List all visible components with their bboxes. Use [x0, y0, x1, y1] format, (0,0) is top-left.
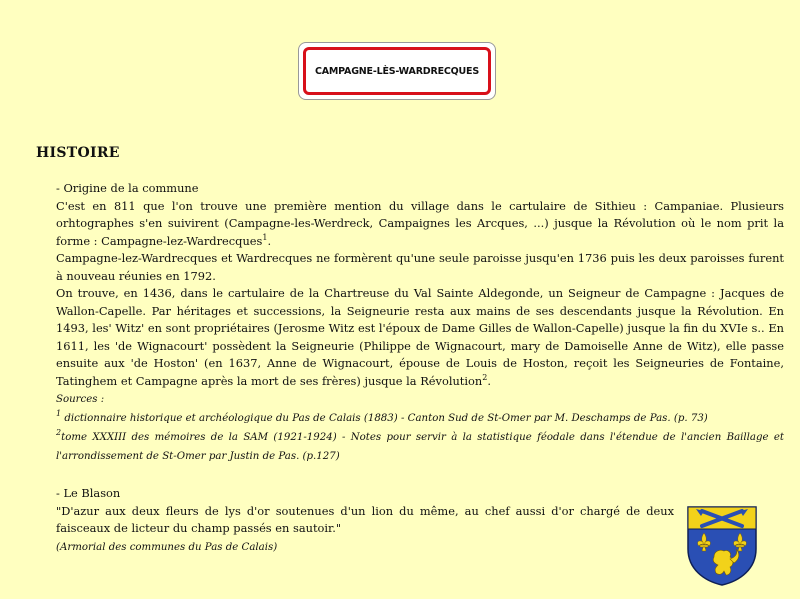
origine-paragraph-2: Campagne-lez-Wardrecques et Wardrecques ne formèrent qu'une seule paroisse jusqu'en 1736 puis les deux paroisses furent à nouveau réunies en 1792. [56, 251, 784, 283]
source-1-text: dictionnaire historique et archéologique du Pas de Calais (1883) - Canton Sud de St-Omer par M. Deschamps de Pas. (p. 73) [61, 413, 708, 424]
origine-paragraph-1-end: . [267, 233, 272, 248]
footnote-ref-1: 1 [262, 232, 268, 242]
town-sign [298, 42, 496, 100]
source-1-number: 1 [56, 409, 62, 418]
source-2-text: tome XXXIII des mémoires de la SAM (1921-1924) - Notes pour servir à la statistique féodale dans l'étendue de l'ancien Baillage et l'arrondissement de St-Omer par Justin de Pas. (p.127) [56, 432, 784, 462]
town-sign-text: CAMPAGNE-LÈS-WARDRECQUES [314, 65, 479, 77]
origine-paragraph-3-end: . [487, 373, 491, 388]
origine-paragraph-1 [56, 198, 784, 251]
origine-title: - Origine de la commune [56, 181, 199, 195]
history-content [56, 180, 784, 557]
sources-label: Sources : [56, 394, 105, 405]
origine-paragraph-1-text: C'est en 811 que l'on trouve une première mention du village dans le cartulaire de Sithieu : Campaniae. Plusieurs orhtographes s'en suivirent (Campagne-les-Werdreck, Campaignes les Arcques, ...) jusque la Révolution où le nom prit la forme : Campagne-lez-Wardrecques [56, 198, 784, 248]
blason-title: - Le Blason [56, 486, 121, 500]
section-spacer [56, 466, 784, 485]
blason-source: (Armorial des communes du Pas de Calais) [56, 541, 278, 553]
source-1 [56, 409, 784, 428]
footnote-ref-2: 2 [482, 372, 488, 382]
source-2-number: 2 [56, 428, 62, 437]
source-2 [56, 428, 784, 466]
origine-paragraph-3 [56, 285, 784, 390]
town-sign-frame [303, 47, 491, 95]
blason-description: "D'azur aux deux fleurs de lys d'or soutenues d'un lion du même, au chef aussi d'or chargé de deux faisceaux de licteur du champ passés en sautoir." [56, 503, 674, 535]
origine-paragraph-3-text: On trouve, en 1436, dans le cartulaire de la Chartreuse du Val Sainte Aldegonde, un Seigneur de Campagne : Jacques de Wallon-Capelle. Par héritages et successions, la Seigneurie resta aux mains de ses descendants jusque la Révolution. En 1493, les' Witz' en sont propriétaires (Jerosme Witz est l'époux de Dame Gilles de Wallon-Capelle) jusque la fin du XVIe s.. En 1611, les 'de Wignacourt' possèdent la Seigneurie (Philippe de Wignacourt, mary de Damoiselle Anne de Witz), elle passe ensuite aux 'de Hoston' (en 1637, Anne de Wignacourt, épouse de Louis de Hoston, reçoit les Seigneuries de Fontaine, Tatinghem et Campagne après la mort de ses frères) jusque la Révolution [56, 286, 784, 388]
page-heading: HISTOIRE [36, 145, 120, 161]
coat-of-arms-icon [684, 503, 760, 587]
